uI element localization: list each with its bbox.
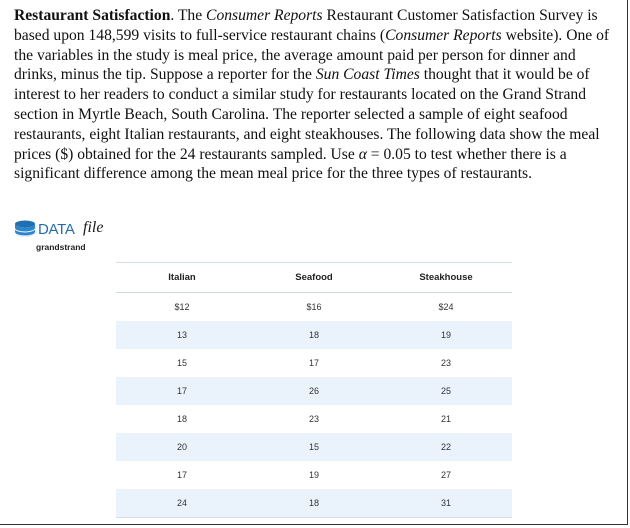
table-cell: 24 <box>116 489 248 517</box>
table-cell: $16 <box>248 293 380 322</box>
datafile-data-label: DATA <box>38 221 75 238</box>
table-cell: 15 <box>248 433 380 461</box>
problem-text-segment: . The <box>170 7 207 24</box>
problem-italic-text: Sun Coast Times <box>315 66 420 84</box>
table-row <box>116 433 512 461</box>
table-cell: 20 <box>116 433 248 461</box>
table-cell: $24 <box>380 293 512 322</box>
problem-body <box>14 7 609 182</box>
problem-italic-text: Consumer Reports <box>206 7 323 24</box>
header-seafood: Seafood <box>248 263 380 293</box>
meal-price-table <box>116 262 512 518</box>
table-cell: 21 <box>380 405 512 433</box>
table-row <box>116 321 512 349</box>
header-italian: Italian <box>116 263 248 293</box>
table-cell: 17 <box>248 349 380 377</box>
table-cell: 31 <box>380 489 512 517</box>
table-cell: 17 <box>116 461 248 489</box>
table-cell: 27 <box>380 461 512 489</box>
datafile-badge[interactable] <box>14 218 134 258</box>
table-row <box>116 461 512 489</box>
problem-italic-text: α <box>358 145 367 163</box>
problem-text-segment: website). One of the variables in the study is meal price, the average amount paid per person for dinner and drinks, minus the tip. Suppose a reporter for the <box>14 26 610 84</box>
problem-title: Restaurant Satisfaction <box>14 7 171 24</box>
table-row <box>116 349 512 377</box>
table-cell: 18 <box>248 489 380 517</box>
problem-italic-text: Consumer Reports <box>385 26 502 44</box>
table-cell: 18 <box>248 321 380 349</box>
table-cell: 18 <box>116 405 248 433</box>
problem-text-segment: Restaurant Customer Satisfaction Survey is based upon 148,599 visits to full-service restaurant chains ( <box>14 7 598 44</box>
database-icon <box>14 220 36 238</box>
table-cell: 19 <box>380 321 512 349</box>
problem-text-segment: = 0.05 to test whether there is a significant difference among the mean meal price for the three types of restaurants. <box>14 145 567 183</box>
table-body <box>116 293 512 518</box>
table-row <box>116 293 512 322</box>
header-steakhouse: Steakhouse <box>380 263 512 293</box>
table-cell: 17 <box>116 377 248 405</box>
table-cell: $12 <box>116 293 248 322</box>
table-cell: 25 <box>380 377 512 405</box>
table-cell: 23 <box>248 405 380 433</box>
table-cell: 13 <box>116 321 248 349</box>
table-row <box>116 405 512 433</box>
table-row <box>116 489 512 517</box>
datafile-name: grandstrand <box>36 242 86 252</box>
table-cell: 19 <box>248 461 380 489</box>
problem-text <box>14 6 614 184</box>
table-cell: 26 <box>248 377 380 405</box>
problem-text-segment: thought that it would be of interest to her readers to conduct a similar study for restaurants located on the Grand Strand section in Myrtle Beach, South Carolina. The reporter selected a sample of eight seafood restaurants, eight Italian restaurants, and eight steakhouses. The following data show the meal prices ($) obtained for the 24 restaurants sampled. Use <box>14 66 600 163</box>
table-header-row <box>116 263 512 293</box>
table-row <box>116 377 512 405</box>
table-cell: 22 <box>380 433 512 461</box>
table-cell: 15 <box>116 349 248 377</box>
table-cell: 23 <box>380 349 512 377</box>
datafile-file-label: file <box>83 219 104 236</box>
